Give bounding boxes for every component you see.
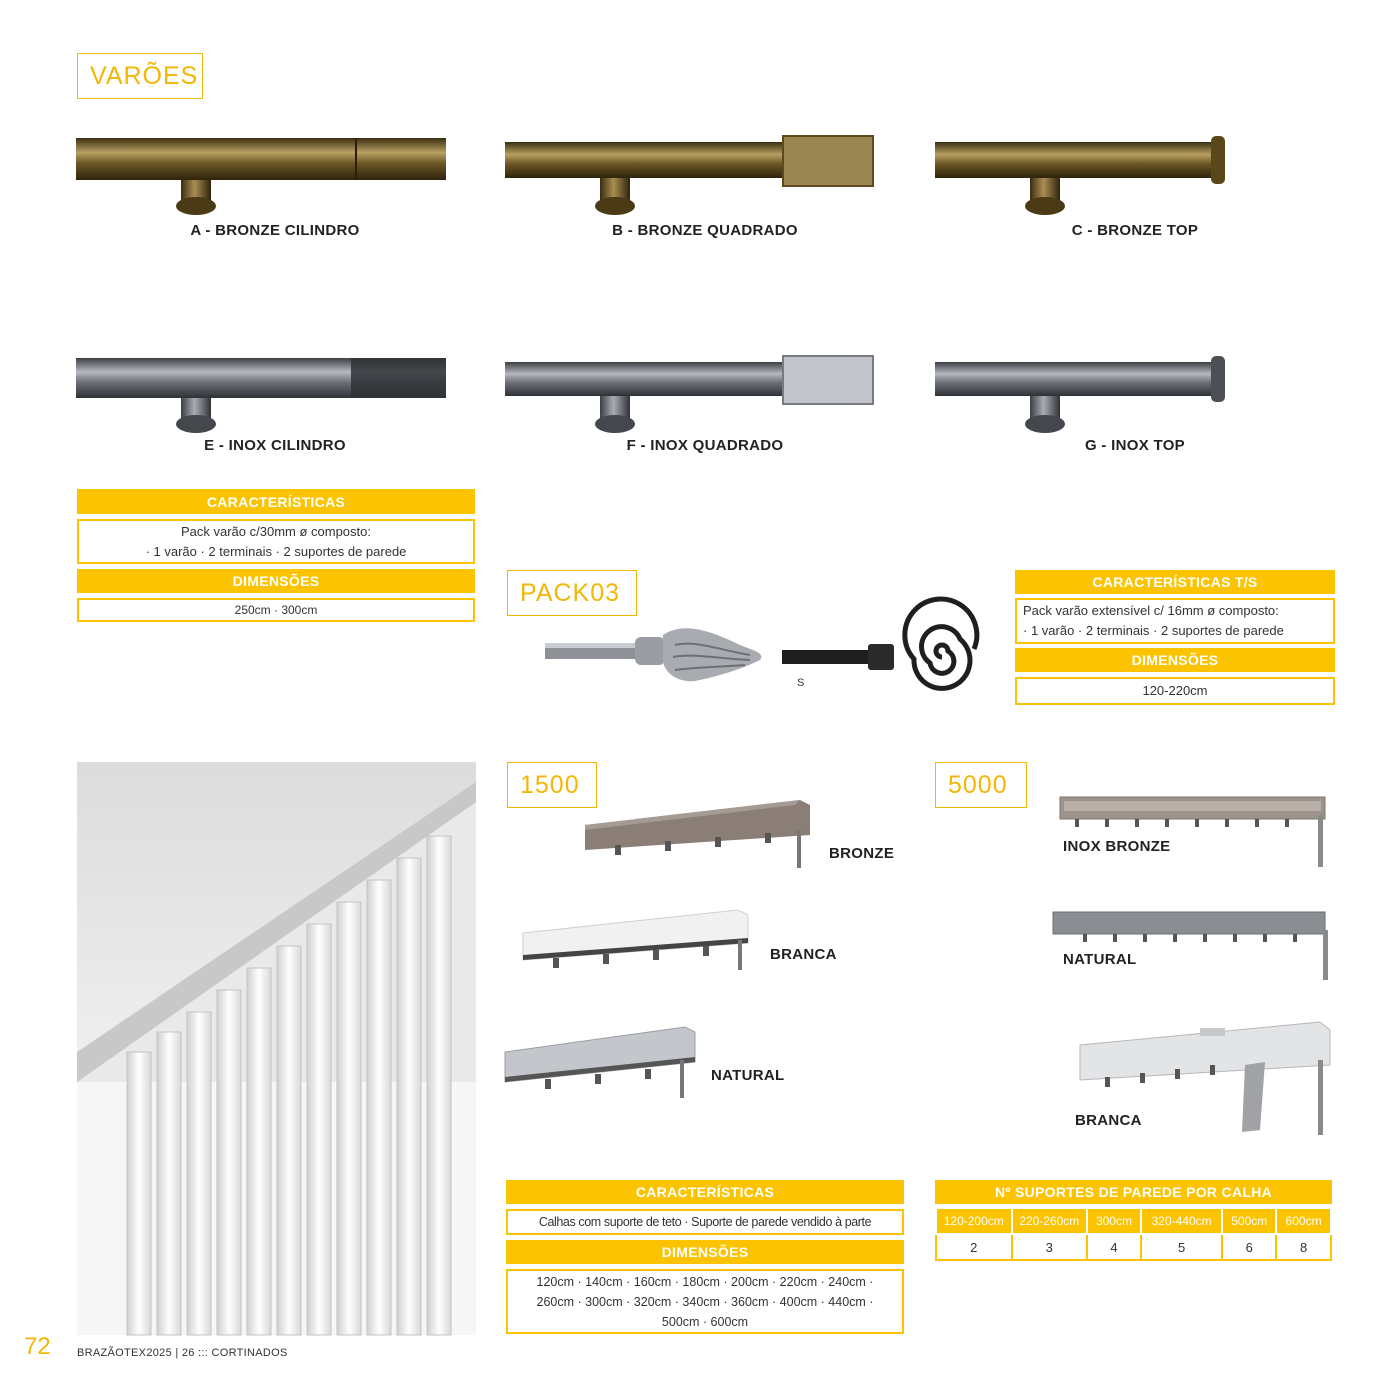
calha1500-label-bronze: BRONZE <box>829 845 895 862</box>
rod-inox-cilindro-image <box>76 348 456 438</box>
calha1500-dimensoes-line2: 260cm · 300cm · 320cm · 340cm · 360cm · 400cm · 440cm · <box>536 1294 874 1309</box>
pack03-caracteristicas-line1: Pack varão extensível c/ 16mm ø composto: <box>1023 603 1279 618</box>
calha1500-label-branca: BRANCA <box>770 946 837 963</box>
rod-inox-quadrado-image <box>505 348 885 438</box>
range-cell: 600cm <box>1276 1208 1331 1234</box>
range-cell: 500cm <box>1222 1208 1276 1234</box>
count-cell: 5 <box>1141 1234 1222 1260</box>
pack03-dimensoes-header: DIMENSÕES <box>1015 648 1335 672</box>
calha5000-suportes-table <box>935 1207 1332 1261</box>
count-cell: 4 <box>1087 1234 1141 1260</box>
varoes-caracteristicas-header: CARACTERÍSTICAS <box>77 489 475 514</box>
calha1500-title: 1500 <box>507 762 597 808</box>
product-label-a: A - BRONZE CILINDRO <box>190 222 360 239</box>
varoes-caracteristicas-line2: · 1 varão · 2 terminais · 2 suportes de parede <box>145 543 407 559</box>
calha1500-bronze-image <box>585 795 815 870</box>
calha1500-caracteristicas-box <box>506 1209 904 1235</box>
pack03-s-label: S <box>797 677 805 689</box>
calha5000-label-natural: NATURAL <box>1063 951 1137 968</box>
count-cell: 6 <box>1222 1234 1276 1260</box>
varoes-caracteristicas-box <box>77 519 475 564</box>
product-label-f: F - INOX QUADRADO <box>626 437 784 454</box>
pack03-leaf-finial-image <box>545 615 770 705</box>
pack03-caracteristicas-line2: · 1 varão · 2 terminais · 2 suportes de parede <box>1023 623 1284 638</box>
count-cell: 2 <box>936 1234 1012 1260</box>
footer-text: BRAZÃOTEX2025 | 26 ::: CORTINADOS <box>77 1347 288 1359</box>
calha1500-natural-image <box>505 1022 700 1102</box>
calha5000-inox-bronze-image <box>1060 795 1335 870</box>
range-cell: 220-260cm <box>1012 1208 1088 1234</box>
curtain-track-photo <box>77 762 476 1335</box>
calha1500-label-natural: NATURAL <box>711 1067 785 1084</box>
varoes-caracteristicas-line1: Pack varão c/30mm ø composto: <box>180 523 371 539</box>
range-cell: 320-440cm <box>1141 1208 1222 1234</box>
product-label-g: G - INOX TOP <box>1084 437 1185 454</box>
calha1500-caracteristicas-value: Calhas com suporte de teto · Suporte de parede vendido à parte <box>538 1215 872 1229</box>
rod-bronze-quadrado-image <box>505 128 885 218</box>
varoes-dimensoes-value: 250cm · 300cm <box>234 603 318 617</box>
calha1500-dimensoes-line3: 500cm · 600cm <box>661 1314 749 1329</box>
pack03-spiral-finial-image <box>782 612 1007 707</box>
calha1500-caracteristicas-header: CARACTERÍSTICAS <box>506 1180 904 1204</box>
suportes-range-row <box>936 1208 1331 1234</box>
page-number: 72 <box>24 1333 51 1360</box>
pack03-dimensoes-value: 120-220cm <box>1142 683 1208 698</box>
pack03-caracteristicas-header: CARACTERÍSTICAS T/S <box>1015 570 1335 594</box>
calha5000-label-inox-bronze: INOX BRONZE <box>1063 838 1171 855</box>
pack03-title: PACK03 <box>507 570 637 616</box>
varoes-dimensoes-header: DIMENSÕES <box>77 569 475 593</box>
range-cell: 120-200cm <box>936 1208 1012 1234</box>
count-cell: 8 <box>1276 1234 1331 1260</box>
calha1500-dimensoes-header: DIMENSÕES <box>506 1240 904 1264</box>
varoes-title: VARÕES <box>77 53 203 99</box>
count-cell: 3 <box>1012 1234 1088 1260</box>
calha5000-label-branca: BRANCA <box>1075 1112 1142 1129</box>
rod-inox-top-image <box>935 348 1315 438</box>
suportes-count-row <box>936 1234 1331 1260</box>
varoes-dimensoes-box <box>77 598 475 622</box>
calha5000-natural-image <box>1053 910 1333 982</box>
product-label-b: B - BRONZE QUADRADO <box>612 222 798 239</box>
calha1500-dimensoes-line1: 120cm · 140cm · 160cm · 180cm · 200cm · 220cm · 240cm · <box>536 1274 874 1289</box>
product-label-e: E - INOX CILINDRO <box>204 437 346 454</box>
pack03-caracteristicas-box <box>1015 598 1335 644</box>
rod-bronze-top-image <box>935 128 1315 218</box>
calha1500-branca-image <box>523 905 753 975</box>
calha5000-suportes-header: Nº SUPORTES DE PAREDE POR CALHA <box>935 1180 1332 1204</box>
calha1500-dimensoes-box <box>506 1269 904 1334</box>
range-cell: 300cm <box>1087 1208 1141 1234</box>
product-label-c: C - BRONZE TOP <box>1071 222 1199 239</box>
calha5000-title: 5000 <box>935 762 1027 808</box>
rod-bronze-cilindro-image <box>76 128 456 218</box>
pack03-dimensoes-box <box>1015 677 1335 705</box>
